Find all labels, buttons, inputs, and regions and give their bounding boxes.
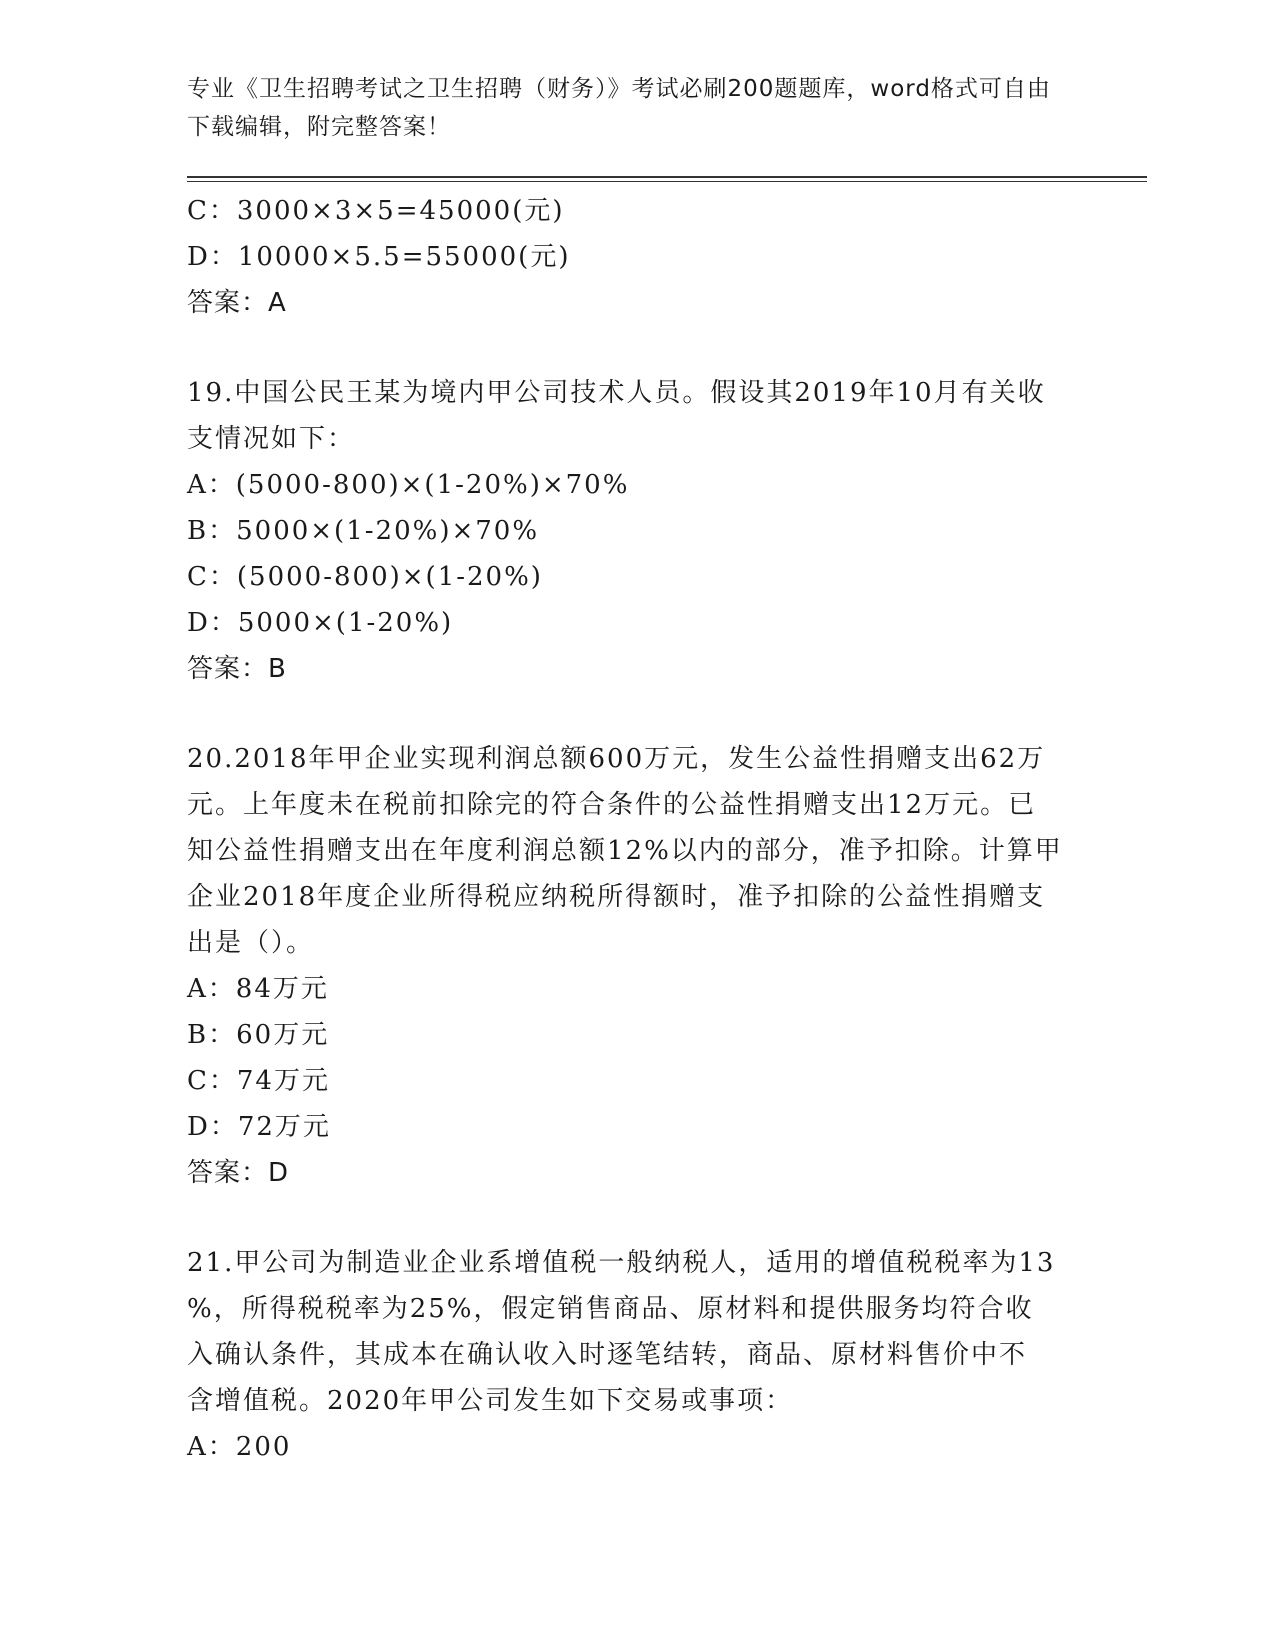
- option-d: D：72万元: [187, 1112, 331, 1142]
- question-18-tail: [187, 188, 1087, 326]
- question-19: [187, 370, 1087, 692]
- question-text-line: 企业2018年度企业所得税应纳税所得额时，准予扣除的公益性捐赠支: [187, 882, 1046, 912]
- question-text-line: 元。上年度未在税前扣除完的符合条件的公益性捐赠支出12万元。已: [187, 790, 1037, 820]
- option-a: A：200: [187, 1432, 292, 1462]
- option-d: D：10000×5.5=55000(元): [187, 242, 571, 272]
- option-a: A：84万元: [187, 974, 329, 1004]
- header-divider-thick: [187, 176, 1147, 178]
- spacer: [187, 326, 1087, 370]
- answer-line: 答案：A: [187, 288, 287, 318]
- question-content: [187, 188, 1087, 1470]
- header-divider-thin: [187, 181, 1147, 182]
- option-d: D：5000×(1-20%): [187, 608, 454, 638]
- question-text-line: 支情况如下：: [187, 424, 356, 454]
- question-text-line: 知公益性捐赠支出在年度利润总额12%以内的部分，准予扣除。计算甲: [187, 836, 1063, 866]
- question-text-line: 20.2018年甲企业实现利润总额600万元，发生公益性捐赠支出62万: [187, 744, 1046, 774]
- question-text-line: 21.甲公司为制造业企业系增值税一般纳税人，适用的增值税税率为13: [187, 1248, 1056, 1278]
- option-b: B：60万元: [187, 1020, 330, 1050]
- option-a: A：(5000-800)×(1-20%)×70%: [187, 470, 630, 500]
- answer-line: 答案：D: [187, 1158, 290, 1188]
- option-b: B：5000×(1-20%)×70%: [187, 516, 540, 546]
- spacer: [187, 1196, 1087, 1240]
- document-header: [187, 70, 1067, 146]
- question-21: [187, 1240, 1087, 1470]
- answer-line: 答案：B: [187, 654, 287, 684]
- header-title: 专业《卫生招聘考试之卫生招聘（财务）》考试必刷200题题库，word格式可自由下载编辑，附完整答案！: [187, 76, 1051, 140]
- spacer: [187, 692, 1087, 736]
- question-text-line: 入确认条件，其成本在确认收入时逐笔结转，商品、原材料售价中不: [187, 1340, 1028, 1370]
- option-c: C：(5000-800)×(1-20%): [187, 562, 543, 592]
- question-20: [187, 736, 1087, 1196]
- question-text-line: 含增值税。2020年甲公司发生如下交易或事项：: [187, 1386, 794, 1416]
- option-c: C：3000×3×5=45000(元): [187, 196, 565, 226]
- question-text-line: 出是（）。: [187, 928, 315, 958]
- question-text-line: 19.中国公民王某为境内甲公司技术人员。假设其2019年10月有关收: [187, 378, 1046, 408]
- option-c: C：74万元: [187, 1066, 330, 1096]
- question-text-line: %，所得税税率为25%，假定销售商品、原材料和提供服务均符合收: [187, 1294, 1034, 1324]
